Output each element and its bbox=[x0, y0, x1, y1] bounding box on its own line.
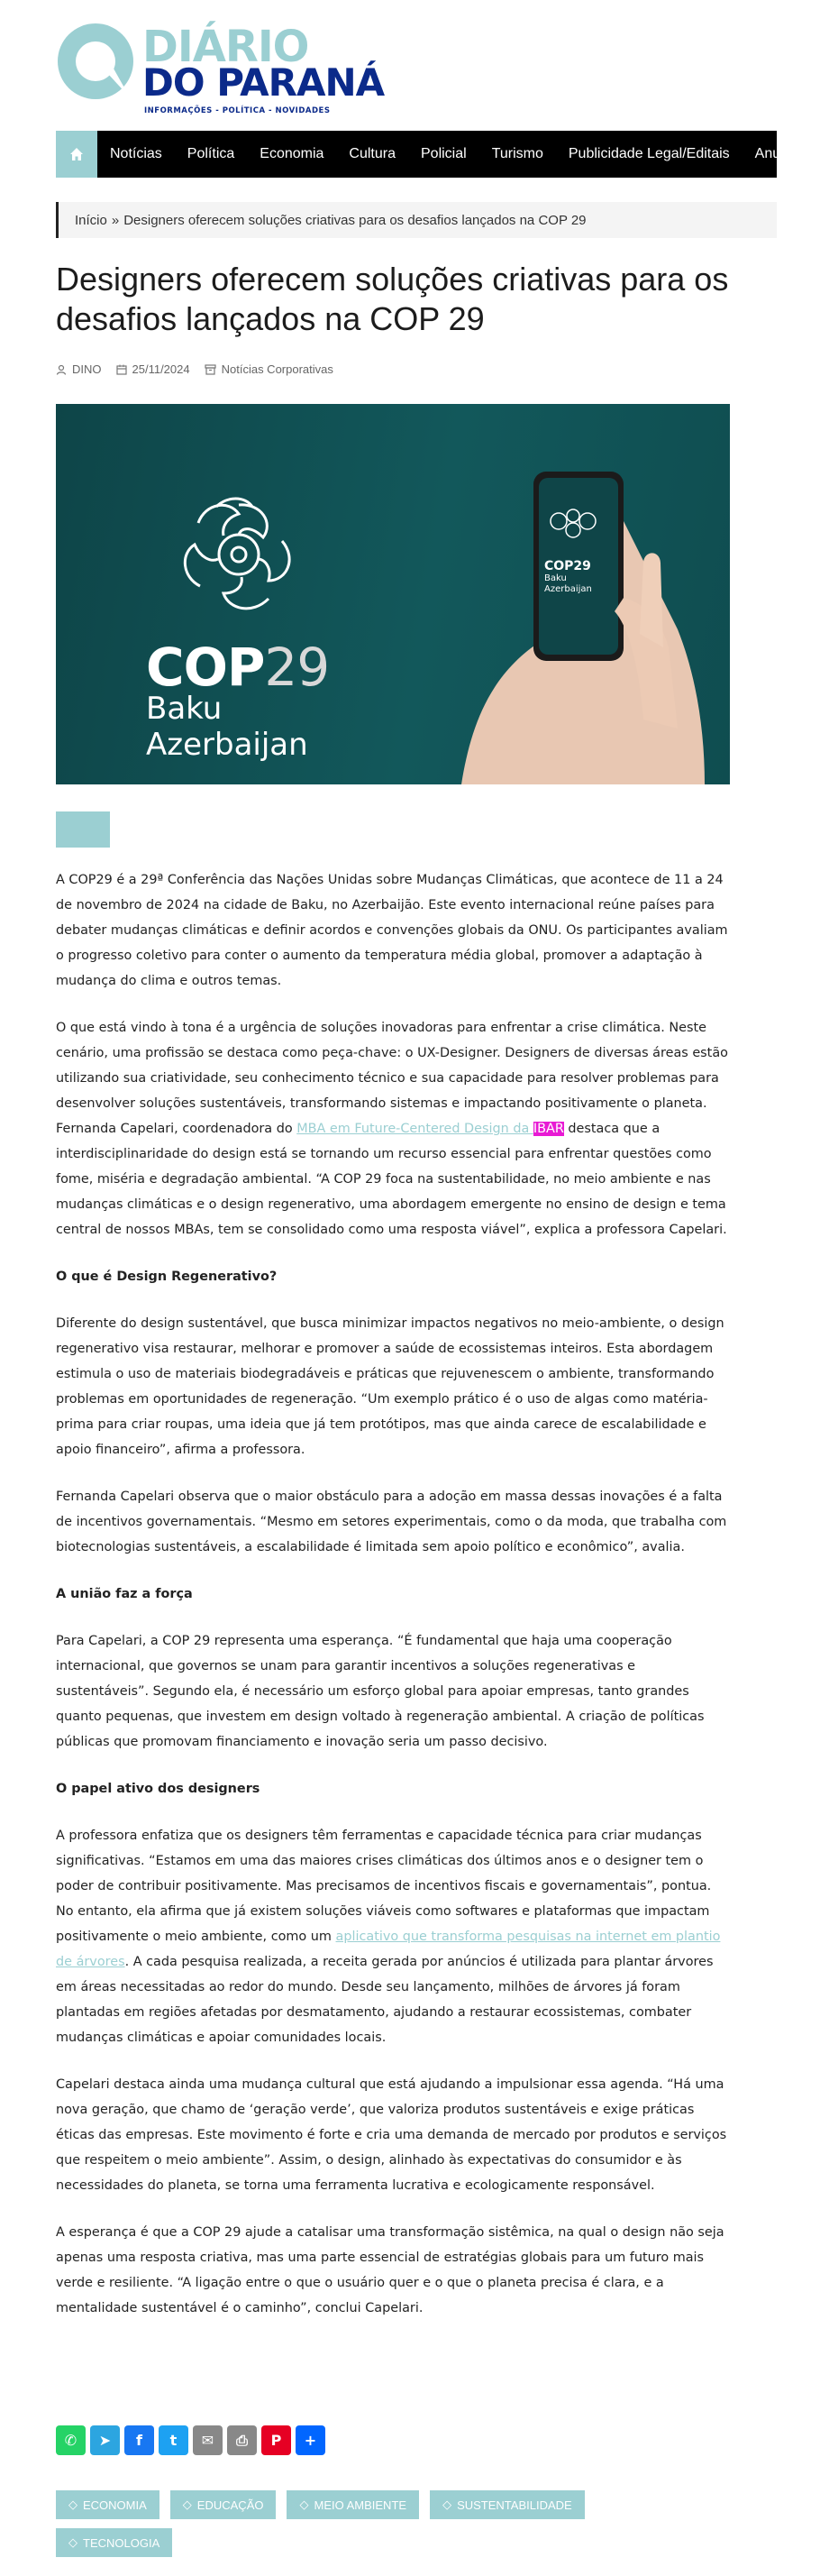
pinterest-icon: P bbox=[270, 2432, 282, 2449]
hero-cop-text bbox=[146, 637, 329, 698]
meta-author[interactable] bbox=[56, 362, 102, 376]
tag-label: ECONOMIA bbox=[83, 2498, 147, 2512]
paragraph-6-text-a: A professora enfatiza que os designers têm ferramentas e capacidade técnica para criar mudanças significativas. “Estamos em uma das maiores crises climáticas dos últimos anos e o designer tem o poder de contribuir positivamente. Mas precisamos de incentivos fiscais e governamentais”, pontua. No entanto, ela afirma que já existem soluções viáveis como softwares e plataformas que impactam positivamente o meio ambiente, como um bbox=[56, 1829, 712, 1944]
hero-image bbox=[56, 404, 730, 784]
phone-city-text: Baku bbox=[544, 573, 567, 583]
print-share-button[interactable] bbox=[227, 2425, 257, 2455]
author-name: DINO bbox=[72, 362, 102, 376]
category-link: Notícias Corporativas bbox=[221, 362, 333, 376]
paragraph-6-text-b: . A cada pesquisa realizada, a receita gerada por anúncios é utilizada para plantar árvores em áreas necessitadas ao redor do mundo. Desde seu lançamento, milhões de árvores já foram plantadas em regiões afetadas por desmatamento, ajudando a restaurar ecossistemas, combater mudanças climáticas e apoiar comunidades locais. bbox=[56, 1955, 714, 2045]
archive-icon bbox=[205, 364, 216, 375]
highlighted-ibar[interactable]: IBAR bbox=[533, 1122, 564, 1136]
home-icon bbox=[69, 147, 84, 161]
hero-cop-b: 29 bbox=[264, 637, 330, 698]
tag-label: TECNOLOGIA bbox=[83, 2535, 160, 2550]
hero-city: Baku bbox=[146, 691, 223, 727]
facebook-icon: f bbox=[136, 2432, 142, 2449]
publish-date: 25/11/2024 bbox=[132, 362, 190, 376]
email-share-button[interactable] bbox=[193, 2425, 223, 2455]
mba-link[interactable]: MBA em Future-Centered Design da bbox=[296, 1122, 533, 1136]
paragraph-8: A esperança é que a COP 29 ajude a catalisar uma transformação sistêmica, na qual o design não seja apenas uma resposta criativa, mas uma parte essencial de estratégias globais para um futuro mais verde e resiliente. “A ligação entre o que o usuário quer e o que o planeta precisa é clara, e a mentalidade sustentável é o caminho”, conclui Capelari. bbox=[56, 2225, 724, 2315]
nav-item-economia[interactable]: Economia bbox=[260, 146, 324, 161]
hero-cop-a: COP bbox=[146, 637, 265, 698]
email-icon: ✉ bbox=[201, 2432, 214, 2449]
article-body bbox=[56, 867, 730, 2342]
hero-location bbox=[146, 691, 308, 763]
tag-educacao[interactable] bbox=[170, 2490, 277, 2519]
whatsapp-share-button[interactable] bbox=[56, 2425, 86, 2455]
facebook-share-button[interactable] bbox=[124, 2425, 154, 2455]
whatsapp-icon: ✆ bbox=[64, 2432, 77, 2449]
tag-meio-ambiente[interactable] bbox=[287, 2490, 419, 2519]
nav-item-turismo[interactable]: Turismo bbox=[491, 146, 543, 161]
tag-label: SUSTENTABILIDADE bbox=[457, 2498, 572, 2512]
app-link[interactable]: aplicativo que transforma pesquisas na internet em plantio de árvores bbox=[56, 1930, 721, 1969]
logo-tagline: INFORMAÇÕES - POLÍTICA - NOVIDADES bbox=[144, 106, 331, 115]
breadcrumb-current: Designers oferecem soluções criativas para os desafios lançados na COP 29 bbox=[123, 212, 587, 228]
speech-bubble-logo-icon bbox=[56, 22, 137, 103]
nav-item-politica[interactable]: Política bbox=[187, 146, 235, 161]
paragraph-7: Capelari destaca ainda uma mudança cultural que está ajudando a impulsionar essa agenda. “Há uma nova geração, que chamo de ‘geração verde’, que valoriza produtos sustentáveis e exige práticas éticas das empresas. Este movimento é forte e cria uma demanda de mercado por produtos e serviços que respeitem o meio ambiente”. Assim, o design, alinhado às expectativas do consumidor e às necessidades do planeta, se torna uma ferramenta lucrativa e ecologicamente responsável. bbox=[56, 2077, 727, 2193]
share-share-button[interactable] bbox=[296, 2425, 325, 2455]
phone-country-text: Azerbaijan bbox=[544, 584, 592, 594]
logo-line1: DIÁRIO bbox=[142, 22, 309, 72]
phone-screen-text bbox=[544, 559, 592, 595]
paragraph-6 bbox=[56, 1823, 730, 2050]
tag-label: EDUCAÇÃO bbox=[196, 2498, 264, 2512]
calendar-icon bbox=[116, 364, 127, 375]
paragraph-3: Diferente do design sustentável, que busca minimizar impactos negativos no meio-ambiente, o design regenerativo visa restaurar, melhorar e promover a saúde de ecossistemas inteiros. Esta abordagem estimula o uso de materiais biodegradáveis e práticas que rejuvenescem o ambiente, transformando problemas em oportunidades de regeneração. “Um exemplo prático é o uso de algas como matéria-prima para criar roupas, uma ideia que já tem protótipos, mas que ainda carece de escalabilidade e apoio financeiro”, afirma a professora. bbox=[56, 1316, 724, 1457]
section-heading-designers: O papel ativo dos designers bbox=[56, 1782, 260, 1796]
twitter-share-button[interactable] bbox=[159, 2425, 188, 2455]
cop29-emblem-icon bbox=[162, 487, 315, 622]
tag-icon: ◇ bbox=[299, 2498, 309, 2511]
tag-icon: ◇ bbox=[68, 2535, 77, 2549]
tag-tecnologia[interactable] bbox=[56, 2528, 172, 2557]
meta-date bbox=[116, 362, 190, 376]
paragraph-2-text-b: destaca que a interdisciplinaridade do design está se tornando um recurso essencial para enfrentar questões como fome, miséria e degradação ambiental. “A COP 29 foca na sustentabilidade, no meio ambiente e nas mudanças climáticas e o design regenerativo, uma abordagem emergente no ensino de design e tema central de nossos MBAs, tem se consolidado como uma resposta viável”, explica a professora Capelari. bbox=[56, 1122, 727, 1237]
tag-sustentabilidade[interactable] bbox=[430, 2490, 585, 2519]
tag-icon: ◇ bbox=[442, 2498, 452, 2511]
breadcrumb bbox=[56, 202, 777, 238]
paragraph-1: A COP29 é a 29ª Conferência das Nações Unidas sobre Mudanças Climáticas, que acontece de 11 a 24 de novembro de 2024 na cidade de Baku, no Azerbaijão. Este evento internacional reúne países para debater mudanças climáticas e definir acordos e convenções globais da ONU. Os participantes avaliam o progresso coletivo para conter o aumento da temperatura média global, promover a adaptação à mudança do clima e outros temas. bbox=[56, 873, 728, 988]
nav-item-noticias[interactable]: Notícias bbox=[110, 146, 162, 161]
phone-cop-text: COP29 bbox=[544, 559, 591, 573]
paragraph-5: Para Capelari, a COP 29 representa uma esperança. “É fundamental que haja uma cooperação internacional, que governos se unam para garantir incentivos a soluções regenerativas e sustentáveis”. Segundo ela, é necessário um esforço global para apoiar empresas, tanto grandes quanto pequenas, que investem em design voltado à regeneração ambiental. A criação de políticas públicas que promovam financiamento e inovação seria um passo decisivo. bbox=[56, 1634, 705, 1749]
breadcrumb-home-link[interactable]: Início bbox=[75, 212, 107, 228]
print-icon: ⎙ bbox=[236, 2431, 248, 2449]
logo-line2: DO PARANÁ bbox=[142, 60, 385, 105]
twitter-icon: t bbox=[169, 2432, 178, 2449]
accent-box bbox=[56, 811, 110, 848]
paragraph-2-text-a: O que está vindo à tona é a urgência de soluções inovadoras para enfrentar a crise climática. Neste cenário, uma profissão se destaca como peça-chave: o UX-Designer. Designers de diversas áreas estão utilizando sua criatividade, seu conhecimento técnico e sua capacidade para resolver problemas para desenvolver soluções sustentáveis, transformando sistemas e impactando positivamente o planeta. Fernanda Capelari, coordenadora do bbox=[56, 1021, 728, 1136]
site-logo[interactable] bbox=[56, 22, 385, 115]
share-bar bbox=[56, 2425, 325, 2455]
article-meta bbox=[56, 362, 333, 376]
paragraph-2 bbox=[56, 1015, 730, 1242]
telegram-icon: ➤ bbox=[98, 2432, 112, 2449]
nav-item-cultura[interactable]: Cultura bbox=[349, 146, 396, 161]
section-heading-regenerative: O que é Design Regenerativo? bbox=[56, 1270, 278, 1284]
share-icon: + bbox=[304, 2432, 317, 2449]
tag-list bbox=[56, 2490, 687, 2557]
nav-item-policial[interactable]: Policial bbox=[421, 146, 467, 161]
paragraph-4: Fernanda Capelari observa que o maior obstáculo para a adoção em massa dessas inovações é a falta de incentivos governamentais. “Mesmo em setores experimentais, como o da moda, que trabalha com biotecnologias sustentáveis, a escalabilidade é limitada sem apoio político e econômico”, avalia. bbox=[56, 1490, 727, 1554]
pinterest-share-button[interactable] bbox=[261, 2425, 291, 2455]
tag-label: MEIO AMBIENTE bbox=[314, 2498, 407, 2512]
tag-icon: ◇ bbox=[182, 2498, 192, 2511]
user-icon bbox=[56, 364, 67, 375]
nav-item-anuncie[interactable]: Anuncie bbox=[754, 146, 807, 161]
breadcrumb-separator: » bbox=[111, 212, 120, 228]
nav-home-button[interactable] bbox=[56, 131, 97, 178]
page-title: Designers oferecem soluções criativas para os desafios lançados na COP 29 bbox=[56, 261, 729, 337]
hero-country: Azerbaijan bbox=[146, 727, 308, 763]
nav-item-publicidade[interactable]: Publicidade Legal/Editais bbox=[568, 146, 730, 161]
meta-category[interactable] bbox=[205, 362, 333, 376]
section-heading-union: A união faz a força bbox=[56, 1587, 193, 1601]
main-nav bbox=[56, 131, 807, 178]
tag-icon: ◇ bbox=[68, 2498, 77, 2511]
tag-economia[interactable] bbox=[56, 2490, 159, 2519]
telegram-share-button[interactable] bbox=[90, 2425, 120, 2455]
